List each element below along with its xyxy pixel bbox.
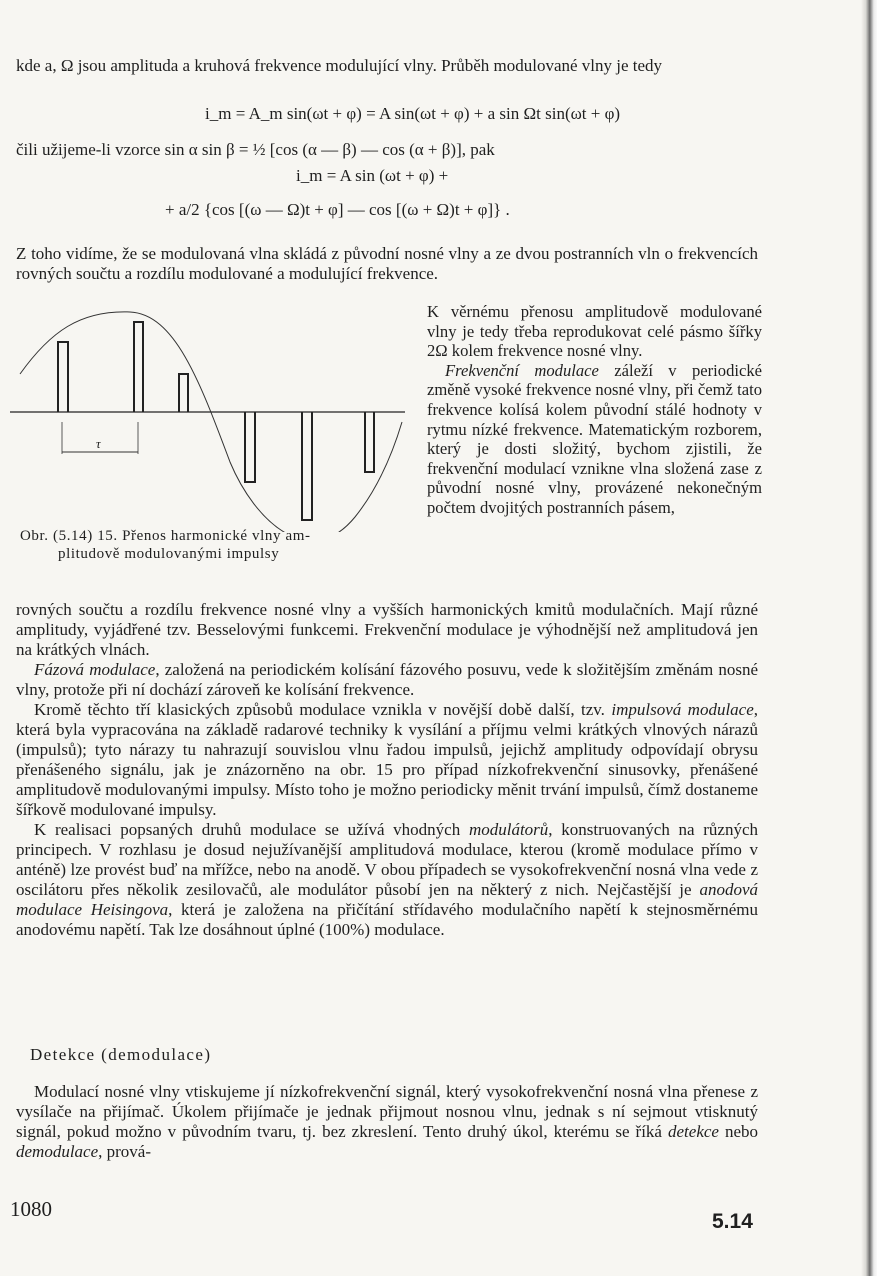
term-fazova-modulace: Fázová modulace <box>34 660 156 679</box>
equation-3-text: i_m = A sin (ωt + φ) + <box>296 166 449 185</box>
paragraph-6-block <box>16 1082 758 1162</box>
equation-2-text: čili užijeme-li vzorce sin α sin β = ½ [cos (α — β) — cos (α + β)], pak <box>16 140 495 159</box>
page-number: 1080 <box>10 1197 52 1221</box>
term-modulatoru: modulátorů <box>468 820 549 839</box>
sine-envelope <box>20 312 402 532</box>
paragraph-6-mid: nebo <box>724 1122 759 1141</box>
figure-pulse-modulation <box>10 302 405 532</box>
intro-paragraph <box>16 56 758 76</box>
page-edge <box>861 0 877 1276</box>
paragraph-5-text-a: K realisaci popsaných druhů modulace se užívá vhodných <box>34 820 461 839</box>
term-detekce: detekce <box>668 1122 719 1141</box>
equation-2-line <box>16 140 758 160</box>
equation-4-text: + a/2 {cos [(ω — Ω)t + φ] — cos [(ω + Ω)t + φ]} . <box>165 200 510 219</box>
paragraph-3-text: , založená na periodickém kolísání fázového posuvu, vede k složitějším změnám nosné vlny, protože při ní dochází zároveň ke kolísání frekvence. <box>16 660 759 699</box>
equation-3 <box>296 166 448 186</box>
term-impulsova-modulace: impulsová modulace <box>611 700 754 719</box>
pulse-2 <box>134 322 143 412</box>
paragraph-4-text-a: Kromě těchto tří klasických způsobů modulace vznikla v novější době další, tzv. <box>34 700 605 719</box>
pulse-4 <box>245 412 255 482</box>
figure-caption <box>20 527 415 563</box>
paragraph-5 <box>16 820 758 940</box>
term-demodulace: demodulace <box>16 1142 99 1161</box>
paragraph-6 <box>16 1082 758 1162</box>
intro-text: kde a, Ω jsou amplituda a kruhová frekvence modulující vlny. Průběh modulované vlny je tedy <box>16 56 663 75</box>
wrapped-column <box>427 302 762 518</box>
equation-1 <box>205 104 620 124</box>
equation-4 <box>165 200 510 220</box>
paragraph-5-text-b: , konstruovaných na různých principech. V rozhlasu je dosud nejužívanější amplitudová modulace, kterou (kromě modulace přímo v anténě) lze provést buď na mřížce, nebo na anodě. V obou případech se vysokofrekvenční nosná vlna vede z oscilátoru přes několik zesilovačů, ale modulátor působí jen na některý z nich. Nejčastější je <box>16 820 758 899</box>
section-number: 5.14 <box>712 1210 753 1233</box>
paragraph-5-text-c: , která je založena na přičítání střídavého modulačního napětí k stejnosměrnému anodovému napětí. Tak lze dosáhnout úplné (100%) modulace. <box>16 900 758 939</box>
paragraph-6-text-b: , prová- <box>98 1142 152 1161</box>
equation-1-text: i_m = A_m sin(ωt + φ) = A sin(ωt + φ) + a sin Ωt sin(ωt + φ) <box>205 104 621 123</box>
paragraph-2-start <box>427 361 762 518</box>
paragraph-1 <box>16 244 758 284</box>
term-frekvencni-modulace: Frekvenční modulace <box>445 360 599 380</box>
caption-line-2: plitudově modulovanými impulsy <box>58 546 280 562</box>
pulse-6 <box>365 412 374 472</box>
paragraph-6-text-a: Modulací nosné vlny vtiskujeme jí nízkofrekvenční signál, který vysokofrekvenční nosná vlna přenese z vysílače na přijímač. Úkolem přijímače je jednak přijmout nosnou vlnu, jednak s ní sejmout vtisknutý signál, pokud možno v původním tvaru, tj. bez zkreslení. Tento druhý úkol, kterému se říká <box>16 1082 758 1141</box>
term-anodova-modulace: anodová modulace Heisingova <box>16 880 759 919</box>
pulse-3 <box>179 374 188 412</box>
paragraph-4-text-b: , která byla vypracována na základě radarové techniky k vysílání a příjmu velmi krátkých vlnových nárazů (impulsů); tyto nárazy tu nahrazují souvislou vlnu řadou impulsů, jejichž amplitudy odpovídají obrysu přenášeného signálu, jak je znázorněno na obr. 15 pro případ nízkofrekvenční sinusovky, přenášené amplitudově modulovanými impulsy. Místo toho je možno periodicky měnit trvání impulsů, čímž dostaneme šířkově modulované impulsy. <box>16 700 759 819</box>
pulse-5 <box>302 412 312 520</box>
paragraph-2-continuation: rovných součtu a rozdílu frekvence nosné vlny a vyšších harmonických kmitů modulačních. Mají různé amplitudy, vyjádřené tzv. Besselovými funkcemi. Frekvenční modulace je výhodnější než amplitudová jen na krátkých vlnách. <box>16 600 758 659</box>
paragraph-1-text: Z toho vidíme, že se modulovaná vlna skládá z původní nosné vlny a ze dvou postranních vln o frekvencích rovných součtu a rozdílu modulované a modulující frekvence. <box>16 244 758 283</box>
section-heading: Detekce (demodulace) <box>30 1045 212 1064</box>
paragraph-1-continuation: K věrnému přenosu amplitudově modulované vlny je tedy třeba reprodukovat celé pásmo šířky 2Ω kolem frekvence nosné vlny. <box>427 302 762 361</box>
paragraph-3 <box>16 660 758 700</box>
paragraph-2-start-text: záleží v periodické změně vysoké frekvence nosné vlny, při čemž tato frekvence kolísá kolem původní stálé hodnoty v rytmu nízké frekvence. Matematickým rozborem, který je dosti složitý, bychom zjistili, že frekvenční modulací vznikne vlna složená zase z původní nosné vlny, provázené nekonečným počtem dvojitých postranních pásem, <box>427 360 762 517</box>
pulse-train <box>58 322 374 520</box>
tau-label: τ <box>96 436 101 451</box>
body-text <box>16 600 758 940</box>
caption-line-1: Obr. (5.14) 15. Přenos harmonické vlny am- <box>20 528 311 544</box>
paragraph-4 <box>16 700 758 820</box>
pulse-1 <box>58 342 68 412</box>
